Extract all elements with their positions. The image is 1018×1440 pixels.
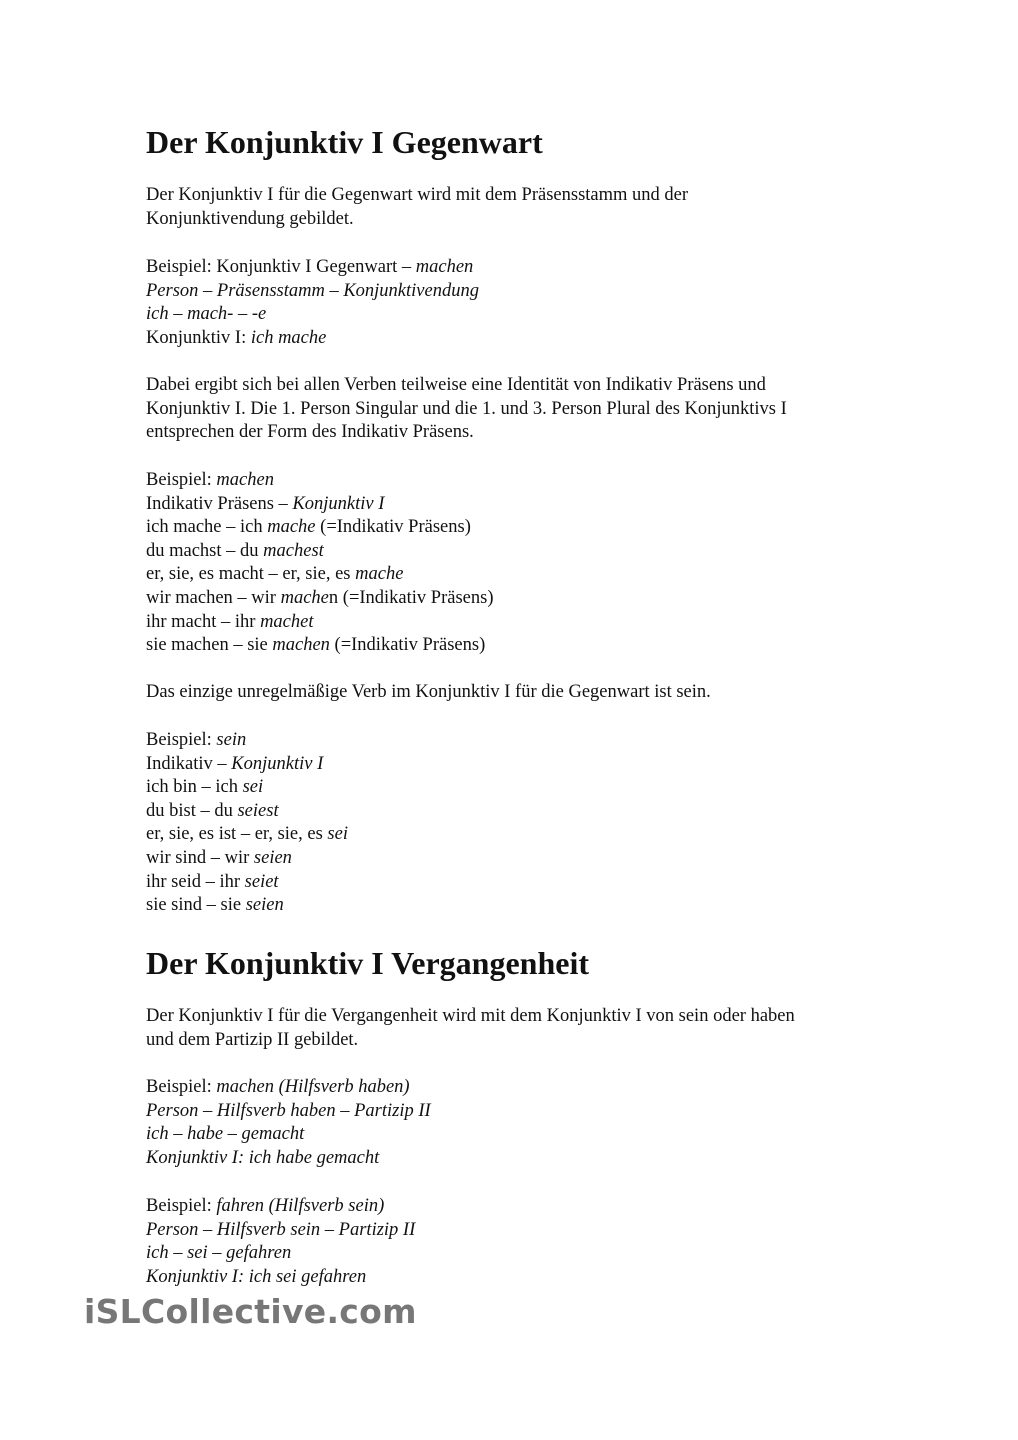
text-line bbox=[146, 516, 493, 540]
text-line bbox=[146, 540, 493, 564]
italic-text: Person – Präsensstamm – Konjunktivendung bbox=[146, 280, 479, 301]
italic-text: sein bbox=[216, 730, 247, 750]
text: ich mache – ich bbox=[146, 517, 268, 538]
text-line bbox=[146, 421, 787, 445]
italic-text: ich mache bbox=[250, 327, 327, 348]
text: sie sind – sie bbox=[146, 895, 246, 916]
text-line bbox=[146, 303, 479, 327]
text: Dabei ergibt sich bei allen Verben teilweise eine Identität von Indikativ Präsens und bbox=[146, 375, 766, 395]
text-line bbox=[146, 1005, 795, 1029]
text-line bbox=[146, 1219, 415, 1243]
text-line bbox=[146, 847, 348, 871]
italic-text: seiet bbox=[244, 871, 279, 892]
text-line bbox=[146, 563, 493, 587]
text-line bbox=[146, 634, 493, 658]
italic-text: seien bbox=[253, 847, 292, 868]
example-machen-formation bbox=[146, 256, 479, 350]
text: n (=Indikativ Präsens) bbox=[328, 587, 494, 608]
italic-text: ich – mach- – -e bbox=[146, 304, 267, 325]
example-machen-conjugation bbox=[146, 469, 493, 658]
example-machen-past bbox=[146, 1076, 431, 1170]
italic-text: Konjunktiv I bbox=[231, 753, 324, 774]
text-line bbox=[146, 493, 493, 517]
text-line bbox=[146, 681, 711, 705]
text-line bbox=[146, 1076, 431, 1100]
text-line bbox=[146, 729, 348, 753]
text: Beispiel: bbox=[146, 470, 217, 490]
italic-text: mache bbox=[267, 517, 316, 538]
text: Konjunktiv I: bbox=[146, 327, 251, 348]
italic-text: machen bbox=[272, 635, 330, 656]
italic-text: Person – Hilfsverb sein – Partizip II bbox=[146, 1219, 416, 1240]
text: sie machen – sie bbox=[146, 635, 273, 656]
text-line bbox=[146, 894, 348, 918]
text-line bbox=[146, 1100, 431, 1124]
text-line bbox=[146, 469, 493, 493]
text-line bbox=[146, 374, 787, 398]
italic-text: Person – Hilfsverb haben – Partizip II bbox=[146, 1100, 431, 1121]
text-line bbox=[146, 184, 688, 208]
text: du bist – du bbox=[146, 800, 238, 821]
text-line bbox=[146, 587, 493, 611]
text: Beispiel: Konjunktiv I Gegenwart – bbox=[146, 257, 416, 277]
text: Das einzige unregelmäßige Verb im Konjunktiv I für die Gegenwart ist sein. bbox=[146, 682, 711, 702]
text-line bbox=[146, 1266, 415, 1290]
text-line bbox=[146, 776, 348, 800]
italic-text: ich – habe – gemacht bbox=[146, 1124, 305, 1145]
paragraph bbox=[146, 681, 711, 705]
text: ihr macht – ihr bbox=[146, 611, 261, 632]
text-line bbox=[146, 1242, 415, 1266]
italic-text: mache bbox=[280, 587, 329, 608]
text: Konjunktivendung gebildet. bbox=[146, 208, 354, 229]
italic-text: Konjunktiv I: ich sei gefahren bbox=[146, 1266, 367, 1287]
paragraph bbox=[146, 1005, 795, 1052]
text: du machst – du bbox=[146, 540, 264, 561]
text: Der Konjunktiv I für die Gegenwart wird mit dem Präsensstamm und der bbox=[146, 185, 689, 205]
italic-text: machen (Hilfsverb haben) bbox=[216, 1077, 410, 1097]
example-fahren-past bbox=[146, 1195, 415, 1289]
italic-text: seiest bbox=[237, 800, 279, 821]
watermark-logo: iSLCollective.com bbox=[84, 1292, 417, 1331]
text-line bbox=[146, 823, 348, 847]
text: Beispiel: bbox=[146, 1196, 217, 1216]
example-sein-conjugation bbox=[146, 729, 348, 918]
paragraph bbox=[146, 184, 688, 231]
text: wir sind – wir bbox=[146, 847, 254, 868]
text: Beispiel: bbox=[146, 1077, 217, 1097]
text-line bbox=[146, 1123, 431, 1147]
text-line bbox=[146, 398, 787, 422]
text-line bbox=[146, 208, 688, 232]
text-line bbox=[146, 1029, 795, 1053]
italic-text: seien bbox=[245, 895, 284, 916]
text: Konjunktiv I. Die 1. Person Singular und die 1. und 3. Person Plural des Konjunktivs I bbox=[146, 398, 787, 419]
text: ich bin – ich bbox=[146, 777, 243, 798]
italic-text: fahren (Hilfsverb sein) bbox=[216, 1196, 385, 1216]
text-line bbox=[146, 280, 479, 304]
text-line bbox=[146, 1195, 415, 1219]
text: ihr seid – ihr bbox=[146, 871, 245, 892]
text: er, sie, es macht – er, sie, es bbox=[146, 564, 356, 585]
italic-text: machest bbox=[263, 540, 324, 561]
text: Indikativ Präsens – bbox=[146, 493, 293, 514]
text-line bbox=[146, 256, 479, 280]
text: Der Konjunktiv I für die Vergangenheit wird mit dem Konjunktiv I von sein oder haben bbox=[146, 1006, 795, 1026]
text: Beispiel: bbox=[146, 730, 217, 750]
text: Indikativ – bbox=[146, 753, 232, 774]
text-line bbox=[146, 1147, 431, 1171]
italic-text: Konjunktiv I: ich habe gemacht bbox=[146, 1147, 380, 1168]
text: entsprechen der Form des Indikativ Präsens. bbox=[146, 422, 474, 443]
italic-text: machen bbox=[216, 470, 274, 490]
text-line bbox=[146, 800, 348, 824]
text: (=Indikativ Präsens) bbox=[329, 635, 486, 656]
text-line bbox=[146, 611, 493, 635]
italic-text: ich – sei – gefahren bbox=[146, 1243, 292, 1264]
text: wir machen – wir bbox=[146, 587, 281, 608]
text-line bbox=[146, 871, 348, 895]
text-line bbox=[146, 327, 479, 351]
italic-text: machet bbox=[260, 611, 314, 632]
italic-text: sei bbox=[242, 777, 264, 798]
italic-text: machen bbox=[415, 257, 474, 277]
italic-text: mache bbox=[355, 564, 404, 585]
text-line bbox=[146, 753, 348, 777]
text: und dem Partizip II gebildet. bbox=[146, 1029, 359, 1050]
italic-text: sei bbox=[327, 824, 348, 845]
heading-konjunktiv-gegenwart: Der Konjunktiv I Gegenwart bbox=[146, 124, 543, 160]
text: (=Indikativ Präsens) bbox=[315, 517, 471, 538]
heading-konjunktiv-vergangenheit: Der Konjunktiv I Vergangenheit bbox=[146, 945, 590, 981]
paragraph bbox=[146, 374, 787, 445]
text: er, sie, es ist – er, sie, es bbox=[146, 824, 328, 845]
italic-text: Konjunktiv I bbox=[292, 493, 385, 514]
